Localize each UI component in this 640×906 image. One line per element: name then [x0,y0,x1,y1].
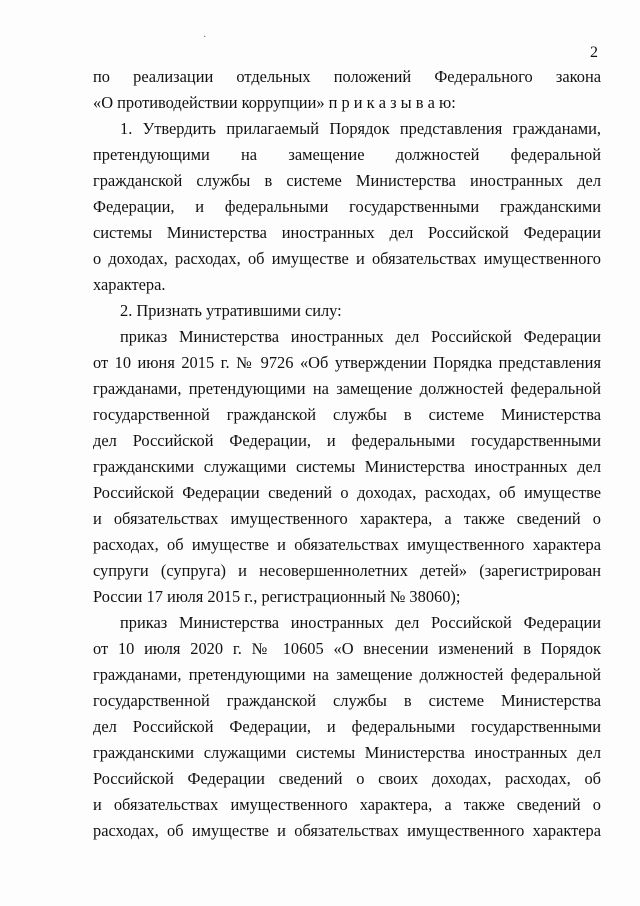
document-line: от 10 июня 2015 г. № 9726 «Об утверждении Порядка представления [93,353,601,372]
document-line: гражданами, претендующими на замещение должностей федеральной [93,379,601,398]
scan-artifact-mark: · [203,32,207,43]
document-line: 2. Признать утратившими силу: [120,301,342,320]
document-line: государственной гражданской службы в системе Министерства [93,405,601,424]
document-line: 1. Утвердить прилагаемый Порядок представления гражданами, [120,119,601,138]
document-line: России 17 июля 2015 г., регистрационный № 38060); [93,587,461,606]
document-body-text [93,64,601,844]
document-line: Российской Федерации сведений о доходах, расходах, об имуществе [93,483,601,502]
document-line: гражданами, претендующими на замещение должностей федеральной [93,665,601,684]
document-line: супруги (супруга) и несовершеннолетних детей» (зарегистрирован [93,561,601,580]
document-line: системы Министерства иностранных дел Российской Федерации [93,223,601,242]
document-line: расходах, об имуществе и обязательствах имущественного характера [93,821,601,840]
document-line: гражданской службы в системе Министерства иностранных дел [93,171,601,190]
document-line: Федерации, и федеральными государственными гражданскими [93,197,601,216]
document-line: гражданскими служащими системы Министерства иностранных дел [93,743,601,762]
document-line: от 10 июля 2020 г. № 10605 «О внесении изменений в Порядок [93,639,601,658]
page-number: 2 [590,44,598,61]
document-line: дел Российской Федерации, и федеральными государственными [93,431,601,450]
document-line: «О противодействии коррупции» п р и к а з ы в а ю: [93,93,456,112]
document-line: о доходах, расходах, об имуществе и обязательствах имущественного [93,249,601,268]
document-line: приказ Министерства иностранных дел Российской Федерации [120,327,601,346]
document-line: приказ Министерства иностранных дел Российской Федерации [120,613,601,632]
document-line: и обязательствах имущественного характера, а также сведений о [93,509,601,528]
document-line: характера. [93,275,166,294]
document-line: претендующими на замещение должностей федеральной [93,145,601,164]
document-line: и обязательствах имущественного характера, а также сведений о [93,795,601,814]
document-line: расходах, об имуществе и обязательствах имущественного характера [93,535,601,554]
document-line: гражданскими служащими системы Министерства иностранных дел [93,457,601,476]
document-line: государственной гражданской службы в системе Министерства [93,691,601,710]
document-line: дел Российской Федерации, и федеральными государственными [93,717,601,736]
document-line: по реализации отдельных положений Федерального закона [93,67,601,86]
document-line: Российской Федерации сведений о своих доходах, расходах, об [93,769,601,788]
